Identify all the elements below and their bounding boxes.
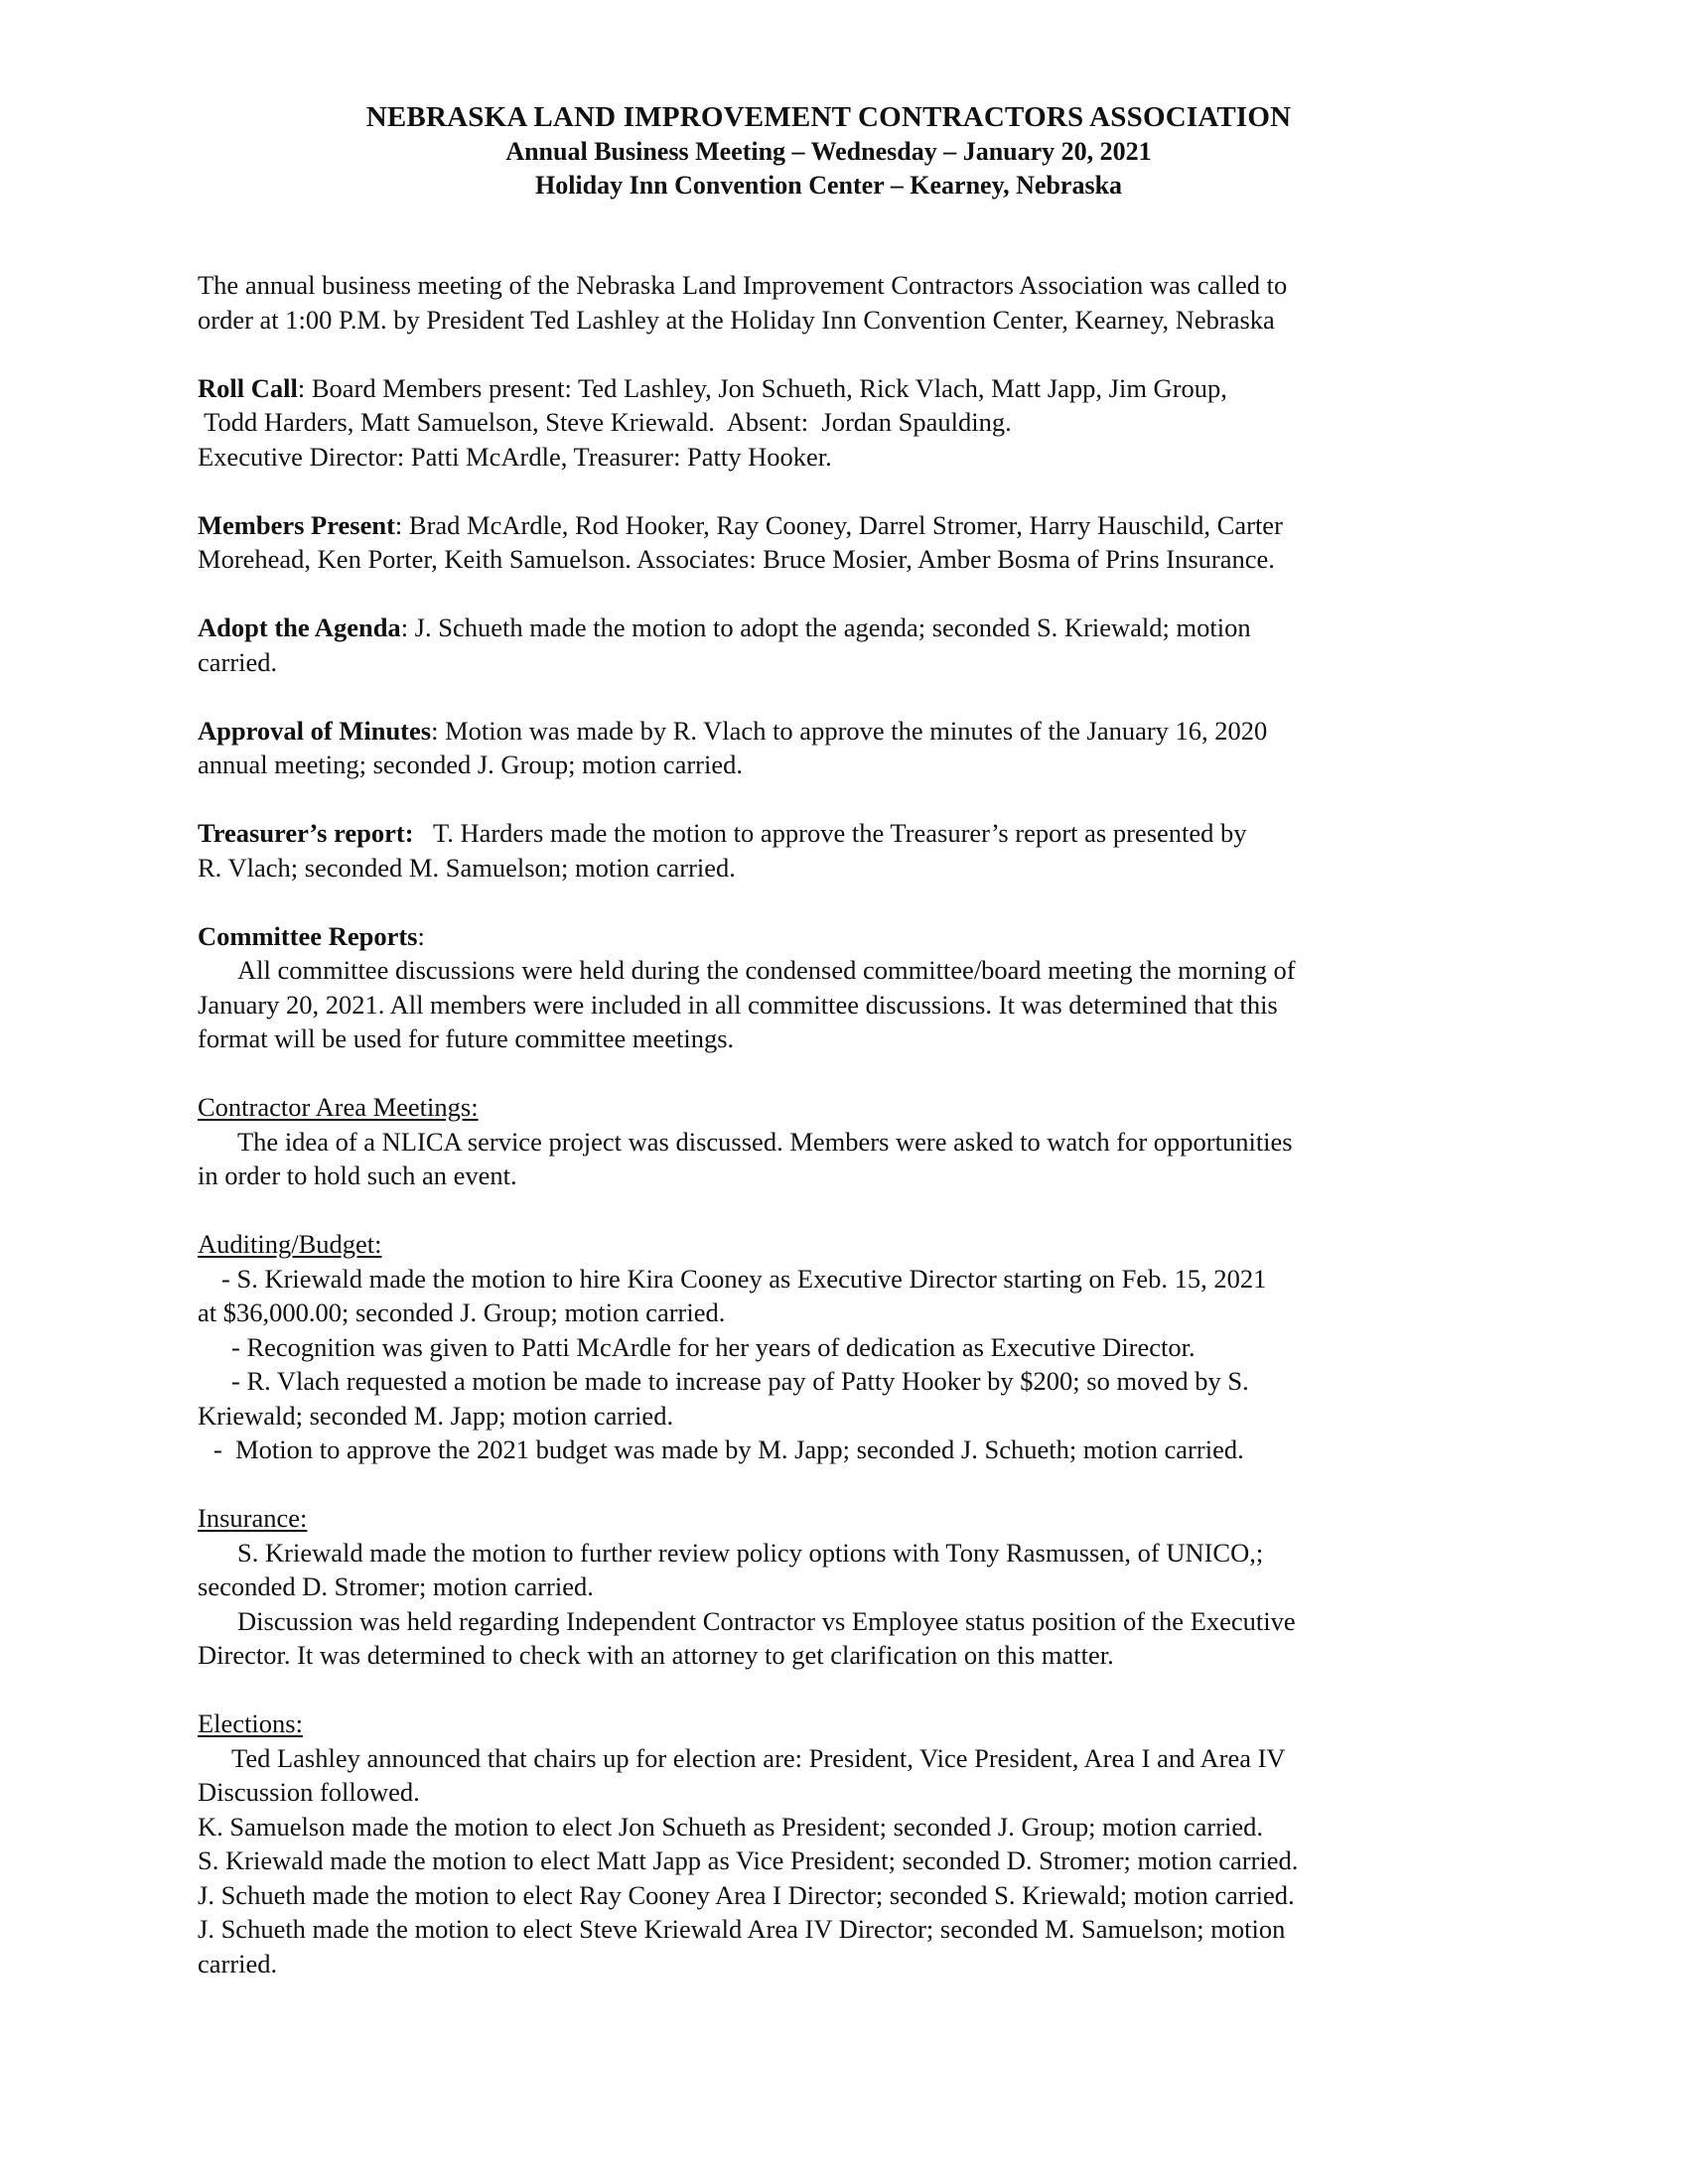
insurance-line: S. Kriewald made the motion to further review policy options with Tony Rasmussen, of UNICO,;	[237, 1537, 1264, 1568]
auditing-line: - Motion to approve the 2021 budget was made by M. Japp; seconded J. Schueth; motion carried.	[213, 1434, 1244, 1464]
elections-line: Discussion followed.	[198, 1777, 420, 1807]
members-present-section	[198, 508, 1460, 577]
auditing-line: - R. Vlach requested a motion be made to increase pay of Patty Hooker by $200; so moved by S.	[231, 1366, 1249, 1396]
meeting-location: Holiday Inn Convention Center – Kearney, Nebraska	[534, 171, 1123, 200]
committee-reports-line: All committee discussions were held during the condensed committee/board meeting the morning of	[237, 955, 1296, 985]
elections-line: K. Samuelson made the motion to elect Jon Schueth as President; seconded J. Group; motion carried.	[198, 1811, 1264, 1842]
elections-line: S. Kriewald made the motion to elect Matt Japp as Vice President; seconded D. Stromer; motion carried.	[198, 1845, 1299, 1875]
org-title: NEBRASKA LAND IMPROVEMENT CONTRACTORS ASSOCIATION	[365, 101, 1292, 133]
approval-minutes-line: annual meeting; seconded J. Group; motion carried.	[198, 750, 743, 779]
insurance-line: seconded D. Stromer; motion carried.	[198, 1571, 594, 1601]
roll-call-line	[198, 371, 1460, 406]
intro-line: order at 1:00 P.M. by President Ted Lashley at the Holiday Inn Convention Center, Kearney, Nebraska	[198, 304, 1275, 335]
auditing-heading: Auditing/Budget:	[198, 1229, 382, 1259]
committee-reports-label: Committee Reports	[198, 920, 418, 951]
members-present-line: Morehead, Ken Porter, Keith Samuelson. Associates: Bruce Mosier, Amber Bosma of Prins Insurance.	[198, 544, 1275, 574]
meeting-title: Annual Business Meeting – Wednesday – January 20, 2021	[505, 137, 1152, 166]
auditing-section	[198, 1227, 1460, 1467]
roll-call-section	[198, 371, 1460, 475]
committee-reports-line: format will be used for future committee meetings.	[198, 1024, 735, 1053]
adopt-agenda-line: carried.	[198, 646, 278, 677]
contractor-area-line: The idea of a NLICA service project was discussed. Members were asked to watch for opportunities	[237, 1126, 1293, 1157]
elections-heading: Elections:	[198, 1708, 303, 1738]
approval-minutes-text: : Motion was made by R. Vlach to approve the minutes of the January 16, 2020	[431, 715, 1268, 746]
adopt-agenda-text: : J. Schueth made the motion to adopt the agenda; seconded S. Kriewald; motion	[400, 613, 1251, 642]
elections-line: J. Schueth made the motion to elect Ray Cooney Area I Director; seconded S. Kriewald; motion carried.	[198, 1879, 1295, 1910]
treasurer-label: Treasurer’s report:	[198, 818, 414, 848]
adopt-agenda-label: Adopt the Agenda	[198, 613, 401, 642]
members-present-label: Members Present	[198, 509, 395, 540]
insurance-section	[198, 1501, 1460, 1673]
intro-line: The annual business meeting of the Nebraska Land Improvement Contractors Association was called to	[198, 270, 1288, 300]
committee-reports-heading	[198, 919, 1460, 954]
treasurer-line	[198, 816, 1460, 851]
document-header	[198, 99, 1460, 203]
auditing-line: - S. Kriewald made the motion to hire Kira Cooney as Executive Director starting on Feb. 15, 2021	[221, 1263, 1267, 1294]
elections-line: J. Schueth made the motion to elect Steve Kriewald Area IV Director; seconded M. Samuelson; motion	[198, 1914, 1286, 1944]
adopt-agenda-line	[198, 611, 1460, 645]
intro-paragraph	[198, 268, 1460, 337]
treasurer-line: R. Vlach; seconded M. Samuelson; motion carried.	[198, 852, 736, 883]
insurance-line: Director. It was determined to check with an attorney to get clarification on this matter.	[198, 1640, 1114, 1670]
elections-line: carried.	[198, 1948, 278, 1979]
members-present-text: : Brad McArdle, Rod Hooker, Ray Cooney, Darrel Stromer, Harry Hauschild, Carter	[394, 509, 1283, 540]
committee-reports-section	[198, 919, 1460, 1056]
roll-call-text: : Board Members present: Ted Lashley, Jon Schueth, Rick Vlach, Matt Japp, Jim Group,	[297, 372, 1227, 403]
elections-section	[198, 1706, 1460, 1980]
members-present-line	[198, 508, 1460, 543]
auditing-line: Kriewald; seconded M. Japp; motion carried.	[198, 1400, 674, 1431]
committee-reports-colon: :	[417, 920, 425, 951]
treasurer-text: T. Harders made the motion to approve the Treasurer’s report as presented by	[413, 818, 1247, 848]
insurance-heading: Insurance:	[198, 1503, 308, 1533]
roll-call-line: Executive Director: Patti McArdle, Treasurer: Patty Hooker.	[198, 441, 832, 472]
adopt-agenda-section	[198, 611, 1460, 679]
contractor-area-section	[198, 1090, 1460, 1193]
elections-line: Ted Lashley announced that chairs up for election are: President, Vice President, Area I and Area IV	[231, 1742, 1286, 1773]
contractor-area-heading: Contractor Area Meetings:	[198, 1092, 479, 1122]
insurance-line: Discussion was held regarding Independent Contractor vs Employee status position of the Executive	[237, 1605, 1296, 1636]
treasurer-section	[198, 816, 1460, 885]
approval-minutes-line	[198, 714, 1460, 749]
approval-minutes-section	[198, 714, 1460, 782]
roll-call-line: Todd Harders, Matt Samuelson, Steve Kriewald. Absent: Jordan Spaulding.	[198, 407, 1012, 437]
committee-reports-line: January 20, 2021. All members were included in all committee discussions. It was determined that this	[198, 989, 1278, 1020]
auditing-line: at $36,000.00; seconded J. Group; motion carried.	[198, 1297, 726, 1327]
auditing-line: - Recognition was given to Patti McArdle for her years of dedication as Executive Director.	[231, 1331, 1196, 1362]
approval-minutes-label: Approval of Minutes	[198, 715, 432, 746]
roll-call-label: Roll Call	[198, 372, 298, 403]
contractor-area-line: in order to hold such an event.	[198, 1160, 517, 1190]
